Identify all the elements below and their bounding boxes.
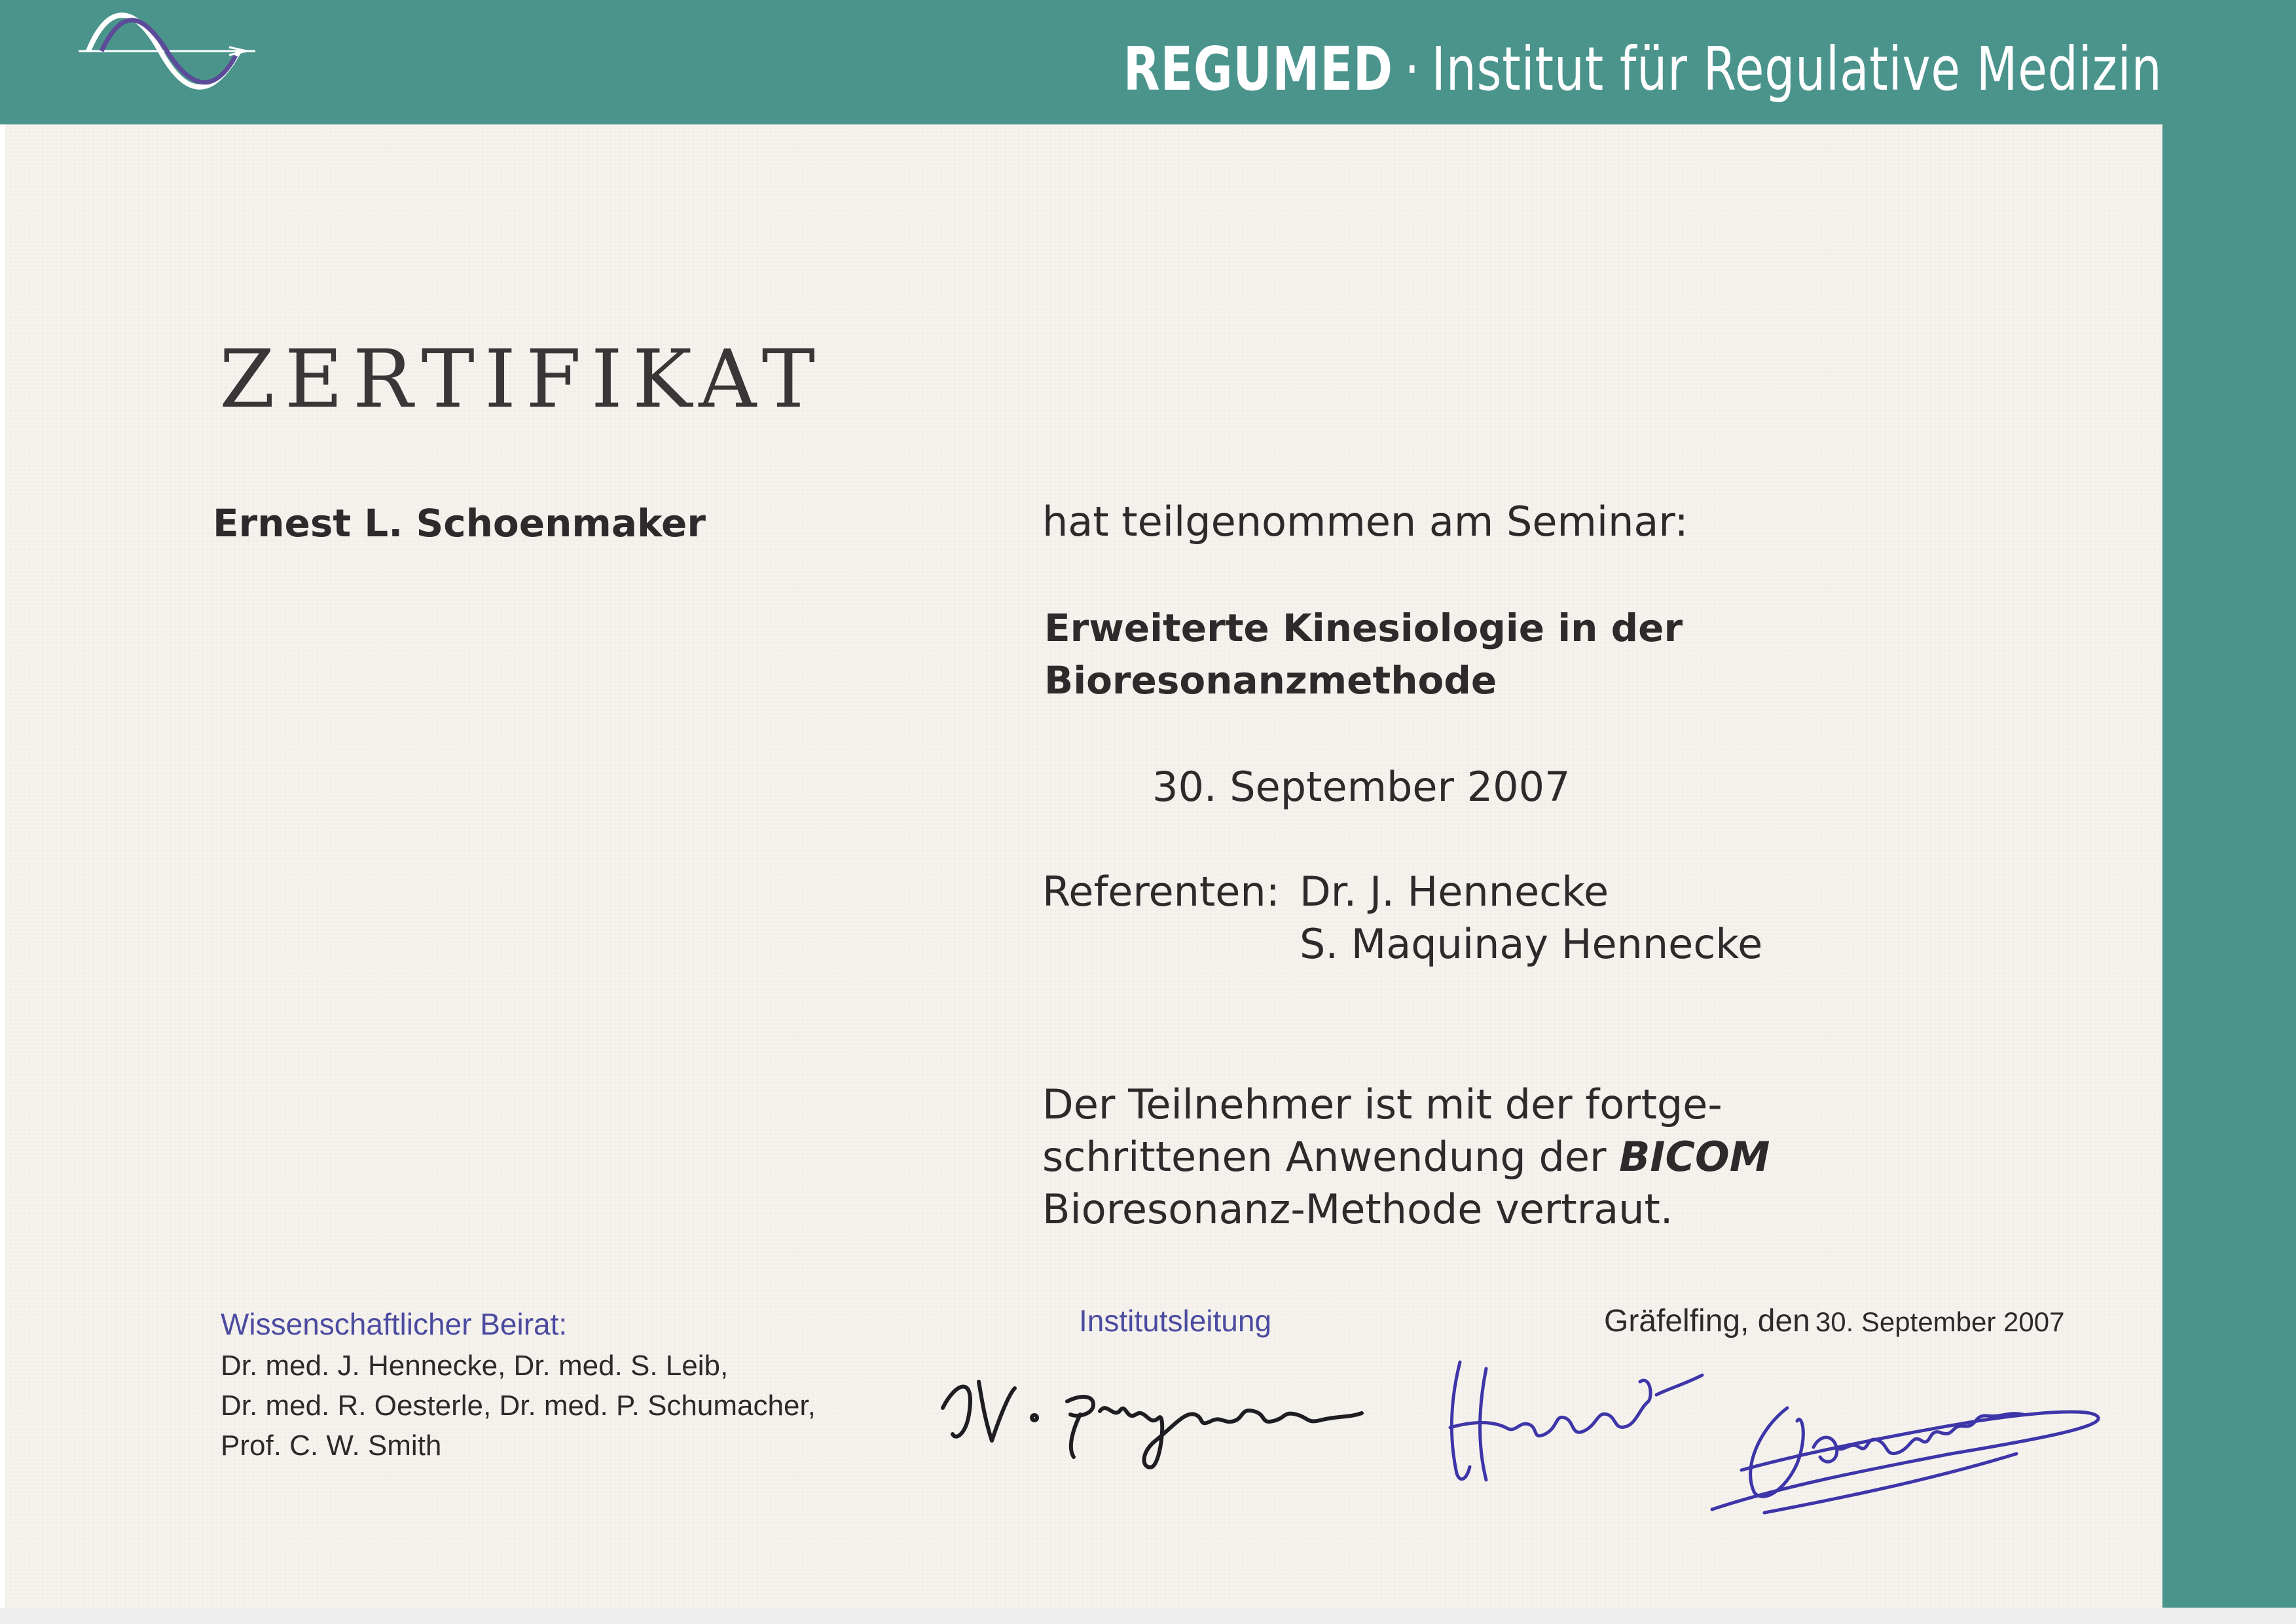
certificate-title: ZERTIFIKAT [219, 333, 825, 426]
board-line-1: Dr. med. J. Hennecke, Dr. med. S. Leib, [221, 1350, 729, 1382]
board-line-2: Dr. med. R. Oesterle, Dr. med. P. Schumacher, [221, 1390, 816, 1422]
seminar-intro: hat teilgenommen am Seminar: [1042, 498, 1688, 545]
header-separator: · [1404, 34, 1420, 104]
management-label: Institutsleitung [1079, 1304, 1272, 1338]
bicom-brand: BICOM [1619, 1133, 1770, 1181]
place: Gräfelfing, den [1604, 1304, 1810, 1338]
speaker-1: Dr. J. Hennecke [1300, 868, 1609, 915]
seminar-title-line2: Bioresonanzmethode [1044, 658, 1497, 703]
participant-name: Ernest L. Schoenmaker [213, 501, 706, 545]
scientific-board-label: Wissenschaftlicher Beirat: [221, 1307, 568, 1341]
statement-line2-text: schrittenen Anwendung der [1042, 1133, 1620, 1181]
statement-line1: Der Teilnehmer ist mit der fortge- [1042, 1080, 1722, 1128]
signature-bruegemann [930, 1356, 1414, 1480]
signature-maquinay [1702, 1375, 2108, 1532]
speaker-2: S. Maquinay Hennecke [1300, 920, 1763, 968]
seminar-title-line1: Erweiterte Kinesiologie in der [1044, 606, 1683, 650]
brand-name: REGUMED [1123, 34, 1393, 104]
scientific-board-list [221, 1346, 816, 1466]
signature-hennecke [1440, 1349, 1741, 1493]
issue-date: 30. September 2007 [1815, 1306, 2065, 1337]
speakers-label: Referenten: [1042, 868, 1280, 915]
institute-name: Institut für Regulative Medizin [1431, 34, 2162, 104]
statement-line2 [1042, 1133, 1770, 1181]
statement-line3: Bioresonanz-Methode vertraut. [1042, 1185, 1673, 1233]
sine-wave-logo-icon [75, 7, 259, 98]
side-band [2162, 0, 2296, 1608]
seminar-date: 30. September 2007 [1152, 763, 1571, 811]
place-date [1604, 1303, 2064, 1339]
board-line-3: Prof. C. W. Smith [221, 1430, 442, 1462]
scan-edge [0, 1608, 2296, 1624]
header-title [1123, 34, 2162, 104]
